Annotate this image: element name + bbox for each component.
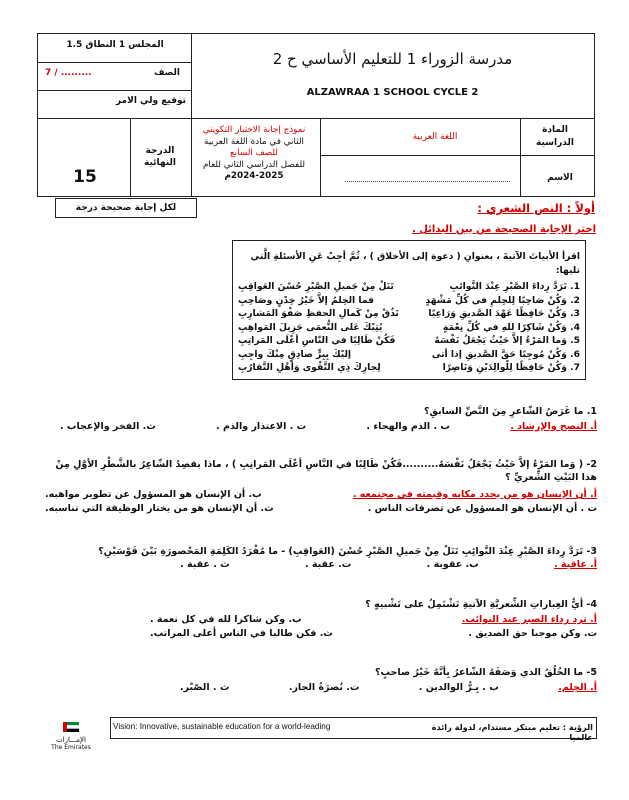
poem-line-left: فما الحِلمُ إلاَّ خَيْرُ خِدْنٍ وصَاحِبِ: [238, 294, 375, 306]
poem-lines: [238, 280, 580, 375]
poem-line-right: 5. وَما المَرْءُ إلاَّ حَيْثُ يَجْعَلُ نَفْسَهُ: [434, 335, 580, 346]
poem-line-left: يُثِبْكَ عَلى النُّعمَى جَزِيلَ المَواهِبِ: [238, 321, 383, 333]
exam-title-line1: نموذج إجابة الاختبار التكويني: [202, 125, 306, 135]
poem-line-right: 3. وَكُنْ حَافِظًا عَهْدَ الصَّديقِ وَرَاعِيًا: [428, 308, 580, 319]
option[interactable]: ب. وكن شاكرا لله في كل نعمة .: [150, 614, 302, 625]
poem-line-right: 1. تَرَدَّ رِداءَ الصَّبْرِ عِنْدَ النَّوائبِ: [449, 281, 580, 292]
poem-line: [238, 280, 580, 294]
school-name-en: ALZAWRAA 1 SCHOOL CYCLE 2: [306, 87, 479, 98]
poem-line-left: لِجارِكَ ذِي التَّقْوى وَأَهْلِ التَّقارُبِ: [238, 362, 381, 373]
subject-value: اللغة العربية: [412, 132, 458, 142]
question-text: أيُّ العِباراتِ الشِّعريَّةِ الآتيةِ تَشْتَمِلُ على تَشْبيهٍ ؟: [365, 599, 584, 610]
exam-title-line2: الثاني في مادة اللغة العربية: [204, 136, 304, 147]
logo-ar: الإمـــارات: [56, 736, 86, 744]
question-5: [200, 666, 597, 679]
question-number: 1.: [586, 406, 597, 417]
option-correct[interactable]: أ. الحِلم.: [558, 682, 597, 693]
final-grade-label: الدرجة النهائية: [144, 146, 176, 168]
subject-label: المادة الدراسية: [536, 125, 574, 148]
option[interactable]: ث . الصّبْر.: [180, 682, 230, 693]
council-text: المجلس 1 النطاق 1.5: [66, 40, 164, 50]
guardian-sign-label: توقيع ولي الامر: [115, 96, 186, 106]
poem-line: [238, 334, 580, 348]
poem-line-right: 7. وَكُنْ حَافِظًا لِلْوالِدَيْنِ وَنَاصِرًا: [442, 362, 580, 373]
question-2-options-row1: [45, 488, 597, 501]
question-number: 4-: [586, 599, 597, 610]
class-label: الصف: [153, 68, 180, 78]
question-4: [200, 598, 597, 611]
question-4-options-row1: [150, 613, 597, 626]
option[interactable]: ت. وكن موجبا حق الصديق .: [468, 628, 597, 639]
question-1-options: [60, 420, 597, 433]
option[interactable]: ب. عقوبة .: [426, 559, 479, 570]
exam-title: [192, 125, 316, 183]
exam-title-line5: 2024-2025م: [224, 171, 284, 181]
option[interactable]: ث. الفخر والإعجاب .: [60, 421, 156, 432]
logo-en: The Emirates: [51, 744, 91, 751]
poem-line-left: تَنَلْ مِنْ جَميلِ الصَّبْرِ حُسْنَ العَواقِبِ: [238, 281, 394, 292]
vision-ar: الرؤية : تعليم مبتكر مستدام، لدولة رائدة عالميا: [431, 722, 593, 742]
emirates-logo: [42, 717, 100, 751]
poem-line-left: فَكُنْ طَالِبًا في النّاسِ أعْلَى المَراتِبِ: [238, 335, 396, 346]
poem-line: [238, 307, 580, 321]
poem-line: [238, 321, 580, 335]
poem-line: [238, 348, 580, 362]
instruction-text: اختر الإجابة الصحيحة من بين البدائل .: [411, 224, 596, 235]
question-text: ( وَما المَرْءُ إلاَّ حَيْثُ يَجْعَلُ نَفْسَهُ..........فَكُنْ طَالِبًا في النَّاسِ أعْلَى المَراتِبِ ) ، ماذا يقصِدُ الشّاعِرُ بالشَّطْرِ الأوَّلِ مِنْ هذا البَيْتِ الشِّعريِّ ؟: [55, 459, 597, 483]
poem-line-right: 2. وَكُنْ صَاحِبًا لِلحِلمِ في كُلِّ مَشْهَدٍ: [425, 294, 580, 306]
option-correct[interactable]: أ. النصح والإرشاد .: [510, 421, 597, 432]
question-5-options: [180, 681, 597, 694]
option[interactable]: ت . أن الإنسان هو المسؤول عن تصرفات الناس .: [367, 503, 597, 514]
exam-title-line3: للصف السابع: [230, 148, 278, 158]
vision-en: Vision: Innovative, sustainable education for a world-leading: [113, 722, 331, 731]
class-value: 7 / .........: [45, 68, 92, 78]
question-1: [60, 405, 597, 418]
question-4-options-row2: [150, 627, 597, 640]
option[interactable]: ث. فكن طالبا في الناس أعلى المراتب.: [150, 628, 333, 639]
option[interactable]: ب . الذم والهجاء .: [366, 421, 450, 432]
option-correct[interactable]: أ. ترد رداء الصبر عند النوائب.: [461, 614, 597, 625]
option[interactable]: ث . عقبة .: [180, 559, 230, 570]
option[interactable]: ت. نُصرَةُ الجار.: [288, 682, 360, 693]
poem-line-left: تَذُقْ مِنْ كَمالِ الحفظِ صَفْوَ المَشارِبِ: [238, 308, 399, 319]
option[interactable]: ب. أن الإنسان هو المسؤول عن تطوير مواهبه.: [45, 489, 262, 500]
option[interactable]: ب . بِـرُّ الوالدين .: [418, 682, 499, 693]
name-label: الاسم: [547, 173, 573, 183]
option[interactable]: ت. عقبة .: [305, 559, 352, 570]
option[interactable]: ت . الاعتذار والذم .: [216, 421, 307, 432]
poem-line-right: 4. وَكُنْ شَاكِرًا للهِ في كُلِّ نِعْمَةٍ: [442, 321, 580, 333]
final-grade-value: 15: [73, 167, 97, 187]
poem-line: [238, 361, 580, 375]
question-number: 2-: [586, 459, 597, 470]
question-3-options: [180, 558, 597, 571]
question-text: ما الخُلُقُ الذي وَصَفَهُ الشّاعرُ بِأنَّهُ خَيْرُ صاحبٍ؟: [374, 667, 584, 678]
option[interactable]: ث. أن الإنسان هو من يختار الوظيفة التي تناسبه.: [45, 503, 274, 514]
question-text: تَرَدَّ رِداءَ الصَّبْرِ عِنْدَ النَّوائِبِ تَنَلْ مِنْ جَميلِ الصَّبْرِ حُسْنَ (العَواقِبِ) - ما مُفْرَدُ الكَلِمَةِ المَحْصورَةِ بَيْنَ قَوْسَيْنِ؟: [98, 546, 584, 557]
name-field-line[interactable]: [345, 180, 510, 182]
exam-title-line4: للفصل الدراسي الثاني للعام: [202, 159, 306, 170]
poem-line-right: 6. وَكُنْ مُوجِبًا حَقَّ الصَّديقِ إذا أتى: [431, 348, 580, 360]
poem-line: [238, 294, 580, 308]
option-correct[interactable]: أ. أن الإنسان هو من يحدد مكانه وقيمته في مجتمعه .: [352, 489, 597, 500]
poem-intro: اقرأ الأبياتَ الآتيةَ ، بعنوانِ ( دعوة إلى الأخلاق ) ، ثُمَّ أجِبْ عَنِ الأسئلةِ الَّتي تليها:: [250, 251, 580, 276]
question-text: ما غَرَضُ الشّاعرِ مِنَ النَّصِّ السابقِ؟: [424, 406, 584, 417]
grade-note-box: لكل إجابة صحيحة درجة: [55, 198, 197, 218]
question-number: 5-: [586, 667, 597, 678]
school-name-ar: مدرسة الزوراء 1 للتعليم الأساسي ح 2: [272, 50, 513, 68]
question-2: [45, 458, 597, 484]
question-number: 3-: [586, 546, 597, 557]
question-2-options-row2: [45, 502, 597, 515]
option-correct[interactable]: أ. عاقبة .: [553, 559, 597, 570]
emirates-flag-icon: [63, 722, 79, 732]
question-3: [70, 545, 597, 558]
section-title: أولاً : النص الشعري :: [477, 201, 595, 215]
poem-line-left: إليْكَ بِبِرٍّ صادِقٍ مِنْكَ واجِبِ: [238, 348, 352, 360]
